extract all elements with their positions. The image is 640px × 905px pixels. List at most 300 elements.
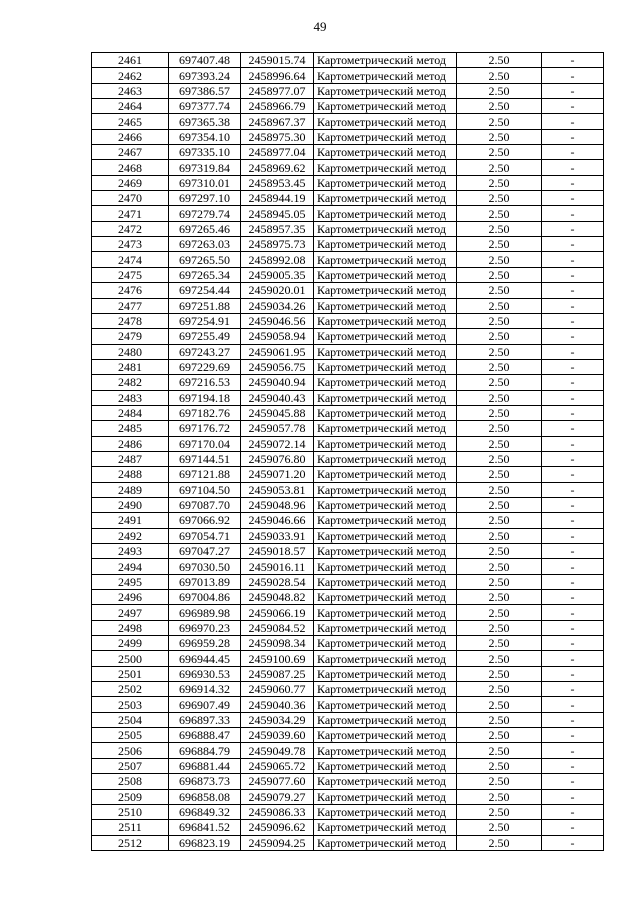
x-coordinate-cell: 697243.27 [169,344,241,359]
point-number-cell: 2476 [92,283,169,298]
table-row [92,221,604,236]
method-cell: Картометрический метод [314,528,457,543]
accuracy-cell: 2.50 [457,559,542,574]
table-row [92,329,604,344]
point-number-cell: 2479 [92,329,169,344]
method-cell: Картометрический метод [314,252,457,267]
method-cell: Картометрический метод [314,313,457,328]
x-coordinate-cell: 697251.88 [169,298,241,313]
y-coordinate-cell: 2459034.29 [241,712,314,727]
table-row [92,145,604,160]
note-cell: - [542,206,604,221]
accuracy-cell: 2.50 [457,743,542,758]
accuracy-cell: 2.50 [457,666,542,681]
accuracy-cell: 2.50 [457,405,542,420]
point-number-cell: 2492 [92,528,169,543]
x-coordinate-cell: 696841.52 [169,820,241,835]
x-coordinate-cell: 697182.76 [169,405,241,420]
x-coordinate-cell: 697066.92 [169,513,241,528]
method-cell: Картометрический метод [314,820,457,835]
accuracy-cell: 2.50 [457,636,542,651]
accuracy-cell: 2.50 [457,513,542,528]
table-row [92,497,604,512]
accuracy-cell: 2.50 [457,329,542,344]
point-number-cell: 2506 [92,743,169,758]
table-row [92,574,604,589]
table-row [92,206,604,221]
x-coordinate-cell: 697254.44 [169,283,241,298]
point-number-cell: 2496 [92,590,169,605]
y-coordinate-cell: 2458967.37 [241,114,314,129]
y-coordinate-cell: 2459049.78 [241,743,314,758]
accuracy-cell: 2.50 [457,283,542,298]
accuracy-cell: 2.50 [457,590,542,605]
table-row [92,513,604,528]
note-cell: - [542,221,604,236]
table-row [92,590,604,605]
point-number-cell: 2495 [92,574,169,589]
y-coordinate-cell: 2459015.74 [241,53,314,68]
method-cell: Картометрический метод [314,620,457,635]
point-number-cell: 2493 [92,544,169,559]
note-cell: - [542,145,604,160]
note-cell: - [542,636,604,651]
point-number-cell: 2497 [92,605,169,620]
x-coordinate-cell: 697254.91 [169,313,241,328]
accuracy-cell: 2.50 [457,758,542,773]
note-cell: - [542,590,604,605]
table-row [92,820,604,835]
note-cell: - [542,758,604,773]
x-coordinate-cell: 697335.10 [169,145,241,160]
x-coordinate-cell: 696858.08 [169,789,241,804]
point-number-cell: 2472 [92,221,169,236]
table-row [92,114,604,129]
y-coordinate-cell: 2459072.14 [241,436,314,451]
table-row [92,712,604,727]
note-cell: - [542,728,604,743]
note-cell: - [542,789,604,804]
method-cell: Картометрический метод [314,436,457,451]
accuracy-cell: 2.50 [457,191,542,206]
y-coordinate-cell: 2459096.62 [241,820,314,835]
y-coordinate-cell: 2458957.35 [241,221,314,236]
y-coordinate-cell: 2459065.72 [241,758,314,773]
y-coordinate-cell: 2459086.33 [241,804,314,819]
y-coordinate-cell: 2459084.52 [241,620,314,635]
accuracy-cell: 2.50 [457,574,542,589]
x-coordinate-cell: 697255.49 [169,329,241,344]
note-cell: - [542,283,604,298]
table-row [92,620,604,635]
method-cell: Картометрический метод [314,83,457,98]
point-number-cell: 2465 [92,114,169,129]
table-row [92,835,604,850]
note-cell: - [542,267,604,282]
note-cell: - [542,329,604,344]
method-cell: Картометрический метод [314,804,457,819]
y-coordinate-cell: 2458945.05 [241,206,314,221]
note-cell: - [542,820,604,835]
point-number-cell: 2494 [92,559,169,574]
method-cell: Картометрический метод [314,774,457,789]
accuracy-cell: 2.50 [457,252,542,267]
accuracy-cell: 2.50 [457,237,542,252]
accuracy-cell: 2.50 [457,697,542,712]
x-coordinate-cell: 696907.49 [169,697,241,712]
point-number-cell: 2467 [92,145,169,160]
note-cell: - [542,835,604,850]
method-cell: Картометрический метод [314,160,457,175]
accuracy-cell: 2.50 [457,451,542,466]
table-row [92,682,604,697]
y-coordinate-cell: 2459039.60 [241,728,314,743]
accuracy-cell: 2.50 [457,651,542,666]
note-cell: - [542,375,604,390]
point-number-cell: 2487 [92,451,169,466]
method-cell: Картометрический метод [314,467,457,482]
x-coordinate-cell: 696849.32 [169,804,241,819]
table-row [92,559,604,574]
note-cell: - [542,697,604,712]
x-coordinate-cell: 696823.19 [169,835,241,850]
method-cell: Картометрический метод [314,544,457,559]
accuracy-cell: 2.50 [457,145,542,160]
accuracy-cell: 2.50 [457,712,542,727]
point-number-cell: 2511 [92,820,169,835]
method-cell: Картометрический метод [314,728,457,743]
point-number-cell: 2512 [92,835,169,850]
table-row [92,743,604,758]
x-coordinate-cell: 697377.74 [169,99,241,114]
note-cell: - [542,451,604,466]
table-row [92,252,604,267]
table-row [92,53,604,68]
y-coordinate-cell: 2459028.54 [241,574,314,589]
note-cell: - [542,53,604,68]
accuracy-cell: 2.50 [457,497,542,512]
table-row [92,666,604,681]
x-coordinate-cell: 696897.33 [169,712,241,727]
note-cell: - [542,237,604,252]
method-cell: Картометрический метод [314,390,457,405]
accuracy-cell: 2.50 [457,789,542,804]
x-coordinate-cell: 696930.53 [169,666,241,681]
y-coordinate-cell: 2458969.62 [241,160,314,175]
method-cell: Картометрический метод [314,298,457,313]
point-number-cell: 2490 [92,497,169,512]
point-number-cell: 2483 [92,390,169,405]
note-cell: - [542,743,604,758]
accuracy-cell: 2.50 [457,99,542,114]
accuracy-cell: 2.50 [457,482,542,497]
note-cell: - [542,436,604,451]
note-cell: - [542,467,604,482]
y-coordinate-cell: 2459046.66 [241,513,314,528]
accuracy-cell: 2.50 [457,359,542,374]
point-number-cell: 2480 [92,344,169,359]
point-number-cell: 2505 [92,728,169,743]
point-number-cell: 2468 [92,160,169,175]
note-cell: - [542,497,604,512]
method-cell: Картометрический метод [314,191,457,206]
table-row [92,451,604,466]
method-cell: Картометрический метод [314,53,457,68]
accuracy-cell: 2.50 [457,820,542,835]
note-cell: - [542,620,604,635]
x-coordinate-cell: 696944.45 [169,651,241,666]
table-row [92,436,604,451]
table-row [92,728,604,743]
x-coordinate-cell: 697319.84 [169,160,241,175]
x-coordinate-cell: 696888.47 [169,728,241,743]
x-coordinate-cell: 696881.44 [169,758,241,773]
method-cell: Картометрический метод [314,636,457,651]
x-coordinate-cell: 697104.50 [169,482,241,497]
y-coordinate-cell: 2458977.04 [241,145,314,160]
accuracy-cell: 2.50 [457,344,542,359]
y-coordinate-cell: 2459046.56 [241,313,314,328]
coordinates-table [91,52,604,851]
accuracy-cell: 2.50 [457,175,542,190]
point-number-cell: 2486 [92,436,169,451]
accuracy-cell: 2.50 [457,835,542,850]
accuracy-cell: 2.50 [457,804,542,819]
method-cell: Картометрический метод [314,283,457,298]
table-row [92,697,604,712]
x-coordinate-cell: 697054.71 [169,528,241,543]
note-cell: - [542,160,604,175]
table-row [92,298,604,313]
x-coordinate-cell: 697144.51 [169,451,241,466]
y-coordinate-cell: 2459076.80 [241,451,314,466]
accuracy-cell: 2.50 [457,298,542,313]
point-number-cell: 2489 [92,482,169,497]
y-coordinate-cell: 2459071.20 [241,467,314,482]
table-row [92,636,604,651]
y-coordinate-cell: 2459048.96 [241,497,314,512]
point-number-cell: 2475 [92,267,169,282]
note-cell: - [542,313,604,328]
note-cell: - [542,682,604,697]
y-coordinate-cell: 2459020.01 [241,283,314,298]
note-cell: - [542,99,604,114]
method-cell: Картометрический метод [314,482,457,497]
table-row [92,267,604,282]
y-coordinate-cell: 2459058.94 [241,329,314,344]
table-row [92,789,604,804]
point-number-cell: 2474 [92,252,169,267]
method-cell: Картометрический метод [314,590,457,605]
table-row [92,160,604,175]
note-cell: - [542,651,604,666]
accuracy-cell: 2.50 [457,436,542,451]
accuracy-cell: 2.50 [457,375,542,390]
note-cell: - [542,191,604,206]
x-coordinate-cell: 697194.18 [169,390,241,405]
point-number-cell: 2503 [92,697,169,712]
x-coordinate-cell: 697004.86 [169,590,241,605]
table-row [92,283,604,298]
point-number-cell: 2471 [92,206,169,221]
y-coordinate-cell: 2459066.19 [241,605,314,620]
accuracy-cell: 2.50 [457,682,542,697]
y-coordinate-cell: 2459018.57 [241,544,314,559]
y-coordinate-cell: 2459045.88 [241,405,314,420]
method-cell: Картометрический метод [314,359,457,374]
point-number-cell: 2485 [92,421,169,436]
note-cell: - [542,804,604,819]
note-cell: - [542,605,604,620]
accuracy-cell: 2.50 [457,421,542,436]
y-coordinate-cell: 2458977.07 [241,83,314,98]
accuracy-cell: 2.50 [457,68,542,83]
method-cell: Картометрический метод [314,99,457,114]
y-coordinate-cell: 2459033.91 [241,528,314,543]
x-coordinate-cell: 697265.50 [169,252,241,267]
x-coordinate-cell: 696873.73 [169,774,241,789]
x-coordinate-cell: 696914.32 [169,682,241,697]
y-coordinate-cell: 2458992.08 [241,252,314,267]
x-coordinate-cell: 697263.03 [169,237,241,252]
accuracy-cell: 2.50 [457,129,542,144]
y-coordinate-cell: 2458996.64 [241,68,314,83]
x-coordinate-cell: 697013.89 [169,574,241,589]
method-cell: Картометрический метод [314,145,457,160]
method-cell: Картометрический метод [314,513,457,528]
table-row [92,83,604,98]
y-coordinate-cell: 2459077.60 [241,774,314,789]
point-number-cell: 2500 [92,651,169,666]
accuracy-cell: 2.50 [457,620,542,635]
method-cell: Картометрический метод [314,559,457,574]
table-row [92,544,604,559]
table-row [92,191,604,206]
table-row [92,237,604,252]
accuracy-cell: 2.50 [457,160,542,175]
x-coordinate-cell: 696970.23 [169,620,241,635]
x-coordinate-cell: 697407.48 [169,53,241,68]
coordinates-table-body [92,53,604,851]
note-cell: - [542,666,604,681]
y-coordinate-cell: 2459087.25 [241,666,314,681]
point-number-cell: 2501 [92,666,169,681]
table-row [92,405,604,420]
method-cell: Картометрический метод [314,405,457,420]
x-coordinate-cell: 697121.88 [169,467,241,482]
x-coordinate-cell: 697047.27 [169,544,241,559]
table-row [92,99,604,114]
x-coordinate-cell: 696884.79 [169,743,241,758]
y-coordinate-cell: 2459098.34 [241,636,314,651]
table-row [92,467,604,482]
point-number-cell: 2507 [92,758,169,773]
method-cell: Картометрический метод [314,114,457,129]
note-cell: - [542,421,604,436]
table-row [92,68,604,83]
x-coordinate-cell: 697386.57 [169,83,241,98]
note-cell: - [542,482,604,497]
point-number-cell: 2488 [92,467,169,482]
accuracy-cell: 2.50 [457,467,542,482]
method-cell: Картометрический метод [314,267,457,282]
x-coordinate-cell: 697365.38 [169,114,241,129]
accuracy-cell: 2.50 [457,605,542,620]
y-coordinate-cell: 2458944.19 [241,191,314,206]
note-cell: - [542,544,604,559]
x-coordinate-cell: 697176.72 [169,421,241,436]
method-cell: Картометрический метод [314,451,457,466]
point-number-cell: 2464 [92,99,169,114]
x-coordinate-cell: 697216.53 [169,375,241,390]
method-cell: Картометрический метод [314,497,457,512]
y-coordinate-cell: 2458975.30 [241,129,314,144]
method-cell: Картометрический метод [314,237,457,252]
y-coordinate-cell: 2459040.43 [241,390,314,405]
method-cell: Картометрический метод [314,344,457,359]
method-cell: Картометрический метод [314,574,457,589]
x-coordinate-cell: 697170.04 [169,436,241,451]
point-number-cell: 2478 [92,313,169,328]
table-row [92,605,604,620]
point-number-cell: 2477 [92,298,169,313]
method-cell: Картометрический метод [314,712,457,727]
y-coordinate-cell: 2459079.27 [241,789,314,804]
accuracy-cell: 2.50 [457,528,542,543]
method-cell: Картометрический метод [314,129,457,144]
method-cell: Картометрический метод [314,697,457,712]
method-cell: Картометрический метод [314,682,457,697]
note-cell: - [542,559,604,574]
method-cell: Картометрический метод [314,835,457,850]
table-row [92,774,604,789]
table-row [92,482,604,497]
note-cell: - [542,390,604,405]
note-cell: - [542,359,604,374]
y-coordinate-cell: 2459057.78 [241,421,314,436]
x-coordinate-cell: 696959.28 [169,636,241,651]
method-cell: Картометрический метод [314,68,457,83]
y-coordinate-cell: 2459100.69 [241,651,314,666]
note-cell: - [542,405,604,420]
method-cell: Картометрический метод [314,175,457,190]
note-cell: - [542,574,604,589]
method-cell: Картометрический метод [314,666,457,681]
method-cell: Картометрический метод [314,329,457,344]
table-row [92,344,604,359]
table-row [92,375,604,390]
x-coordinate-cell: 697354.10 [169,129,241,144]
x-coordinate-cell: 697229.69 [169,359,241,374]
y-coordinate-cell: 2458975.73 [241,237,314,252]
method-cell: Картометрический метод [314,375,457,390]
accuracy-cell: 2.50 [457,544,542,559]
point-number-cell: 2466 [92,129,169,144]
method-cell: Картометрический метод [314,605,457,620]
method-cell: Картометрический метод [314,421,457,436]
y-coordinate-cell: 2458966.79 [241,99,314,114]
note-cell: - [542,344,604,359]
x-coordinate-cell: 697265.46 [169,221,241,236]
x-coordinate-cell: 697297.10 [169,191,241,206]
accuracy-cell: 2.50 [457,774,542,789]
method-cell: Картометрический метод [314,221,457,236]
x-coordinate-cell: 697279.74 [169,206,241,221]
table-row [92,313,604,328]
y-coordinate-cell: 2458953.45 [241,175,314,190]
accuracy-cell: 2.50 [457,728,542,743]
point-number-cell: 2508 [92,774,169,789]
